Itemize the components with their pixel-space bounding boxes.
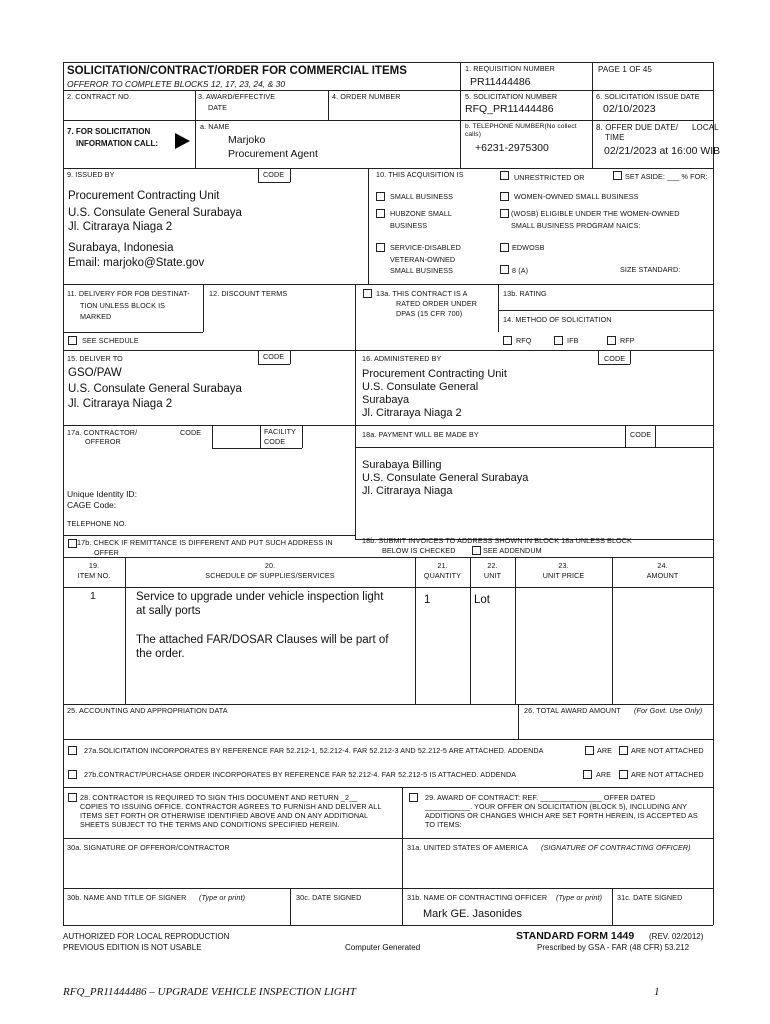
offeror-date-signed-label: 30c. DATE SIGNED — [296, 893, 362, 902]
issued-by-line-4: Surabaya, Indonesia — [68, 242, 174, 254]
hubzone-checkbox[interactable] — [376, 209, 385, 218]
contact-name[interactable]: Marjoko — [228, 134, 266, 146]
running-footer: RFQ_PR11444486 – UPGRADE VEHICLE INSPECTION LIGHT — [63, 986, 356, 998]
info-call-label-2: INFORMATION CALL: — [76, 139, 159, 148]
deliver-to-line-2: U.S. Consulate General Surabaya — [68, 383, 242, 395]
fob-label-3: MARKED — [80, 312, 112, 321]
small-business-checkbox[interactable] — [376, 192, 385, 201]
telephone-label: b. TELEPHONE NUMBER(No collect — [465, 123, 577, 130]
contract-no-label: 2. CONTRACT NO. — [67, 92, 132, 101]
deliver-to-line-1: GSO/PAW — [68, 367, 122, 379]
payment-code-label: CODE — [630, 430, 652, 439]
remittance-label-2: OFFER — [94, 548, 119, 557]
27a-are-label: ARE — [597, 746, 613, 755]
rfp-checkbox[interactable] — [607, 336, 616, 345]
edwosb-checkbox[interactable] — [500, 243, 509, 252]
rated-order-label-2: RATED ORDER UNDER — [396, 299, 478, 308]
supplies-header-num: 20. — [264, 561, 276, 570]
ifb-checkbox[interactable] — [554, 336, 563, 345]
standard-form-number: STANDARD FORM 1449 — [516, 930, 635, 942]
due-date-value[interactable]: 02/21/2023 at 16:00 WIB — [604, 145, 721, 157]
edwosb-label: EDWOSB — [512, 243, 545, 252]
acquisition-label: 10. THIS ACQUISITION IS — [376, 170, 464, 179]
order-number-label: 4. ORDER NUMBER — [332, 92, 401, 101]
payment-line-2: U.S. Consulate General Surabaya — [362, 472, 529, 484]
payment-line-3: Jl. Citraraya Niaga — [362, 485, 453, 497]
unit-header: UNIT — [483, 571, 502, 580]
28-line-2: COPIES TO ISSUING OFFICE. CONTRACTOR AGREES TO FURNISH AND DELIVER ALL — [80, 802, 382, 811]
info-call-label: 7. FOR SOLICITATION — [67, 127, 151, 136]
27a-are-not-label: ARE NOT ATTACHED — [631, 746, 704, 755]
contractor-label: 17a. CONTRACTOR/ — [67, 428, 138, 437]
unit-header-num: 22. — [487, 561, 498, 570]
wosb-checkbox[interactable] — [500, 192, 509, 201]
27b-are-not-checkbox[interactable] — [619, 770, 628, 779]
discount-terms-label: 12. DISCOUNT TERMS — [209, 289, 288, 298]
27a-are-not-checkbox[interactable] — [619, 746, 628, 755]
issued-by-line-2: U.S. Consulate General Surabaya — [68, 207, 242, 219]
unrestricted-checkbox[interactable] — [500, 171, 509, 180]
sdvosb-label: SERVICE-DISABLED — [390, 243, 461, 252]
officer-name-note: (Type or print) — [556, 893, 603, 902]
29-line-3: ADDITIONS OR CHANGES WHICH ARE SET FORTH HEREIN, IS ACCEPTED AS — [425, 811, 698, 820]
govt-use-note: (For Govt. Use Only) — [634, 706, 703, 715]
solicitation-number-label: 5. SOLICITATION NUMBER — [465, 92, 558, 101]
rated-order-label: 13a. THIS CONTRACT IS A — [376, 289, 468, 298]
issued-by-line-1: Procurement Contracting Unit — [68, 190, 220, 202]
due-date-time-label: TIME — [605, 133, 625, 142]
signature-offeror-label: 30a. SIGNATURE OF OFFEROR/CONTRACTOR — [67, 843, 230, 852]
hubzone-label: HUBZONE SMALL — [390, 209, 453, 218]
ifb-label: IFB — [567, 336, 579, 345]
clauses-note: The attached FAR/DOSAR Clauses will be part of — [136, 634, 389, 646]
issued-by-line-3: Jl. Citraraya Niaga 2 — [68, 221, 173, 233]
rated-order-checkbox[interactable] — [363, 289, 372, 298]
page-number: 1 — [654, 986, 660, 998]
administered-by-code-label: CODE — [604, 354, 626, 363]
see-addendum-label: SEE ADDENDUM — [483, 546, 542, 555]
fob-label: 11. DELIVERY FOR FOB DESTINAT- — [67, 289, 190, 298]
wosb-program-naics: SMALL BUSINESS PROGRAM NAICS: — [511, 221, 641, 230]
28-line-1: 28. CONTRACTOR IS REQUIRED TO SIGN THIS DOCUMENT AND RETURN _2__ — [80, 793, 358, 802]
name-label: a. NAME — [200, 122, 230, 131]
contact-title[interactable]: Procurement Agent — [228, 148, 318, 160]
signature-officer-note: (SIGNATURE OF CONTRACTING OFFICER) — [541, 843, 691, 852]
supplies-header: SCHEDULE OF SUPPLIES/SERVICES — [205, 571, 335, 580]
see-schedule-checkbox[interactable] — [68, 336, 77, 345]
administered-by-line-1: Procurement Contracting Unit — [362, 368, 507, 380]
officer-signature-field[interactable] — [403, 855, 713, 887]
offeror-signature-field[interactable] — [63, 855, 402, 887]
wosb-label: WOMEN-OWNED SMALL BUSINESS — [514, 192, 639, 201]
award-date-label-2: DATE — [208, 103, 228, 112]
authorized-reproduction: AUTHORIZED FOR LOCAL REPRODUCTION — [63, 932, 230, 941]
27b-checkbox[interactable] — [68, 770, 77, 779]
27b-are-not-label: ARE NOT ATTACHED — [631, 770, 704, 779]
signature-usa-label: 31a. UNITED STATES OF AMERICA — [407, 843, 528, 852]
set-aside-checkbox[interactable] — [613, 171, 622, 180]
quantity-cell: 1 — [424, 594, 431, 606]
unit-price-header-num: 23. — [558, 561, 569, 570]
administered-by-line-2: U.S. Consulate General — [362, 381, 479, 393]
description-cell-2: at sally ports — [136, 605, 201, 617]
method-label: 14. METHOD OF SOLICITATION — [503, 315, 612, 324]
contractor-label-2: OFFEROR — [85, 437, 121, 446]
wosb-eligible-label: (WOSB) ELIGIBLE UNDER THE WOMEN-OWNED — [511, 209, 680, 218]
deliver-to-line-3: Jl. Citraraya Niaga 2 — [68, 398, 173, 410]
issued-by-code-label: CODE — [263, 170, 285, 179]
solicitation-number-value[interactable]: RFQ_PR11444486 — [465, 103, 554, 115]
officer-date-signed-label: 31c. DATE SIGNED — [617, 893, 683, 902]
solicitation-date-value[interactable]: 02/10/2023 — [603, 103, 656, 115]
rfq-label: RFQ — [516, 336, 532, 345]
sdvosb-label-3: SMALL BUSINESS — [390, 266, 454, 275]
submit-invoices-label: 18b. SUBMIT INVOICES TO ADDRESS SHOWN IN BLOCK 18a UNLESS BLOCK — [362, 536, 632, 545]
unrestricted-label: UNRESTRICTED OR — [514, 173, 585, 182]
issued-by-label: 9. ISSUED BY — [67, 170, 115, 179]
arrow-right-icon — [175, 133, 190, 149]
remittance-label: 17b. CHECK IF REMITTANCE IS DIFFERENT AND PUT SUCH ADDRESS IN — [77, 538, 333, 547]
due-date-local-label: LOCAL — [692, 123, 719, 132]
deliver-to-label: 15. DELIVER TO — [67, 354, 123, 363]
27a-text: 27a.SOLICITATION INCORPORATES BY REFERENCE FAR 52.212-1, 52.212-4. FAR 52.212-3 AND 52.212-5 ARE ATTACHED. ADDENDA — [84, 746, 544, 755]
issued-by-email: Email: marjoko@State.gov — [68, 257, 205, 269]
page-count: PAGE 1 OF 45 — [598, 65, 652, 74]
unique-identity-id: Unique Identity ID: — [67, 489, 137, 499]
cage-code: CAGE Code: — [67, 500, 117, 510]
eight-a-label: 8 (A) — [512, 266, 529, 275]
submit-invoices-label-2: BELOW IS CHECKED — [382, 546, 456, 555]
previous-edition: PREVIOUS EDITION IS NOT USABLE — [63, 943, 202, 952]
28-checkbox[interactable] — [68, 793, 77, 802]
rfp-label: RFP — [620, 336, 635, 345]
officer-name-label: 31b. NAME OF CONTRACTING OFFICER — [407, 893, 548, 902]
27b-are-checkbox[interactable] — [583, 770, 592, 779]
award-date-label: 3. AWARD/EFFECTIVE — [198, 92, 276, 101]
contractor-code-label: CODE — [180, 428, 202, 437]
requisition-label: 1. REQUISITION NUMBER — [465, 64, 555, 73]
solicitation-date-label: 6. SOLICITATION ISSUE DATE — [596, 92, 700, 101]
see-addendum-checkbox[interactable] — [472, 546, 481, 555]
small-business-label: SMALL BUSINESS — [390, 192, 454, 201]
payment-label: 18a. PAYMENT WILL BE MADE BY — [362, 430, 479, 439]
item-no-header: ITEM NO. — [77, 571, 111, 580]
unit-price-header: UNIT PRICE — [542, 571, 585, 580]
signer-name-note: (Type or print) — [199, 893, 246, 902]
item-no-cell: 1 — [90, 590, 96, 602]
29-checkbox[interactable] — [409, 793, 418, 802]
accounting-label: 25. ACCOUNTING AND APPROPRIATION DATA — [67, 706, 228, 715]
sdvosb-checkbox[interactable] — [376, 243, 385, 252]
administered-by-line-4: Jl. Citraraya Niaga 2 — [362, 407, 462, 419]
clauses-note-2: the order. — [136, 648, 185, 660]
telephone-value[interactable]: +6231-2975300 — [475, 142, 549, 154]
administered-by-line-3: Surabaya — [362, 394, 410, 406]
form-title: SOLICITATION/CONTRACT/ORDER FOR COMMERCIAL ITEMS — [67, 65, 407, 77]
administered-by-label: 16. ADMINISTERED BY — [362, 354, 442, 363]
amount-header: AMOUNT — [646, 571, 679, 580]
rated-order-label-3: DPAS (15 CFR 700) — [396, 309, 463, 318]
requisition-value[interactable]: PR11444486 — [470, 76, 531, 88]
amount-header-num: 24. — [657, 561, 668, 570]
facility-code-label-2: CODE — [264, 437, 286, 446]
29-line-1: 29. AWARD OF CONTRACT: REF. _______________ OFFER DATED — [425, 793, 656, 802]
signer-name-label: 30b. NAME AND TITLE OF SIGNER — [67, 893, 187, 902]
description-cell: Service to upgrade under vehicle inspection light — [136, 591, 384, 603]
27a-checkbox[interactable] — [68, 746, 77, 755]
rating-label: 13b. RATING — [503, 289, 547, 298]
size-standard-label: SIZE STANDARD: — [620, 265, 681, 274]
27b-are-label: ARE — [596, 770, 612, 779]
hubzone-label-2: BUSINESS — [390, 221, 428, 230]
prescribed-by: Prescribed by GSA - FAR (48 CFR) 53.212 — [537, 943, 690, 952]
27a-are-checkbox[interactable] — [585, 746, 594, 755]
remittance-checkbox[interactable] — [68, 539, 77, 548]
quantity-header: QUANTITY — [423, 571, 462, 580]
form-revision: (REV. 02/2012) — [649, 932, 704, 941]
27b-text: 27b.CONTRACT/PURCHASE ORDER INCORPORATES BY REFERENCE FAR 52.212-4. FAR 52.212-5 IS ATTACHED. ADDENDA — [84, 770, 517, 779]
wosb-eligible-checkbox[interactable] — [500, 209, 509, 218]
eight-a-checkbox[interactable] — [500, 265, 509, 274]
29-line-4: TO ITEMS: — [425, 820, 462, 829]
telephone-no-label: TELEPHONE NO. — [67, 519, 127, 528]
unit-cell: Lot — [474, 594, 490, 606]
total-award-label: 26. TOTAL AWARD AMOUNT — [524, 706, 621, 715]
officer-name-value[interactable]: Mark GE. Jasonides — [423, 908, 523, 920]
deliver-to-code-label: CODE — [263, 352, 285, 361]
offeror-note: OFFEROR TO COMPLETE BLOCKS 12, 17, 23, 24, & 30 — [67, 79, 286, 89]
item-no-header-num: 19. — [88, 561, 100, 570]
set-aside-label: SET ASIDE: ___ % FOR: — [625, 172, 708, 181]
fob-label-2: TION UNLESS BLOCK IS — [80, 301, 166, 310]
28-line-4: SHEETS SUBJECT TO THE TERMS AND CONDITIONS SPECIFIED HEREIN. — [80, 820, 340, 829]
28-line-3: ITEMS SET FORTH OR OTHERWISE IDENTIFIED ABOVE AND ON ANY ADDITIONAL — [80, 811, 369, 820]
computer-generated: Computer Generated — [345, 943, 421, 952]
due-date-label: 8. OFFER DUE DATE/ — [596, 123, 679, 132]
payment-line-1: Surabaya Billing — [362, 459, 442, 471]
quantity-header-num: 21. — [437, 561, 448, 570]
sdvosb-label-2: VETERAN-OWNED — [390, 255, 456, 264]
29-line-2: ___________. YOUR OFFER ON SOLICITATION (BLOCK 5), INCLUDING ANY — [425, 802, 688, 811]
rfq-checkbox[interactable] — [503, 336, 512, 345]
facility-code-label: FACILITY — [264, 427, 296, 436]
see-schedule-label: SEE SCHEDULE — [82, 336, 139, 345]
telephone-label-2: calls) — [465, 131, 481, 138]
